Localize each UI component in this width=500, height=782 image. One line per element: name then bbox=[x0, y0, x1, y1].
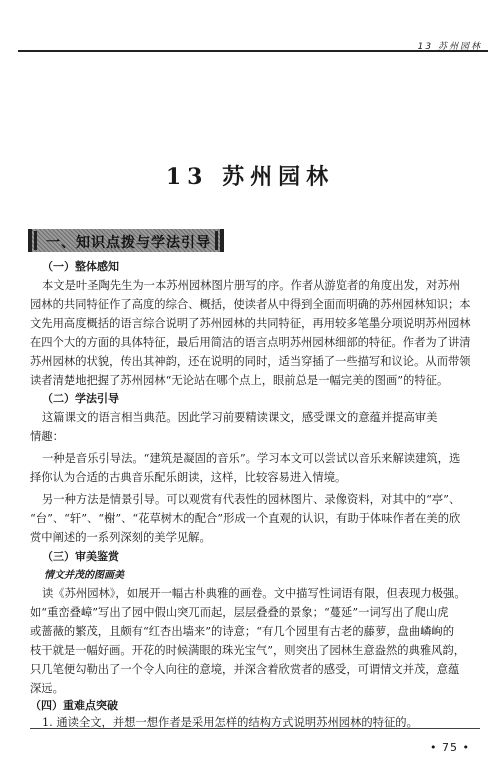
paragraph-line: 只几笔便勾勒出了一个令人向往的意境，并深含着欣赏者的感受，可谓情文并茂，意蕴 bbox=[30, 663, 460, 676]
page-number: • 75 • bbox=[430, 741, 470, 754]
paragraph-line: 赏中阐述的一系列深刻的美学见解。 bbox=[30, 531, 211, 544]
paragraph-line: 择你认为合适的古典音乐配乐朗读，这样，比较容易进入情境。 bbox=[30, 471, 347, 484]
paragraph-line: 或蔷薇的繁茂，且颇有“红杏出墙来”的诗意；“有几个园里有古老的藤萝，盘曲嶙峋的 bbox=[30, 625, 455, 638]
paragraph-line: 如“重峦叠嶂”写出了园中假山突兀而起，层层叠叠的景象；“蔓延”一词写出了爬山虎 bbox=[30, 606, 449, 619]
paragraph-line: 读《苏州园林》，如展开一幅古朴典雅的画卷。文中描写性词语有限，但表现力极强。 bbox=[42, 587, 466, 600]
subsection-heading: （二）学法引导 bbox=[42, 392, 119, 405]
banner-left-bar bbox=[34, 231, 37, 250]
subsection-heading: （三）审美鉴赏 bbox=[42, 550, 119, 563]
subsection-subheading: 情文并茂的图画美 bbox=[44, 570, 124, 581]
paragraph-line: 情趣： bbox=[30, 430, 64, 443]
paragraph-line: 读者清楚地把握了苏州园林“无论站在哪个点上，眼前总是一幅完美的图画”的特征。 bbox=[30, 374, 449, 387]
paragraph-line: 另一种方法是情景引导。可以观赏有代表性的园林图片、录像资料，对其中的“亭”、 bbox=[42, 493, 461, 506]
paragraph-line: 这篇课文的语言相当典范。因此学习前要精读课文，感受课文的意蕴并提高审美 bbox=[42, 411, 438, 424]
section-banner-label: 一、知识点拨与学法引导 bbox=[46, 235, 211, 251]
subsection-heading: （一）整体感知 bbox=[42, 260, 119, 273]
subsection-heading: （四）重难点突破 bbox=[30, 699, 118, 712]
paragraph-line: 本文是叶圣陶先生为一本苏州园林图片册写的序。作者从游览者的角度出发，对苏州 bbox=[42, 279, 460, 292]
paragraph-line: 枝干就是一幅好画。开花的时候满眼的珠光宝气”，则突出了园林生意盎然的典雅风韵， bbox=[30, 644, 466, 657]
paragraph-line: 苏州园林的状貌，传出其神韵，还在说明的同时，适当穿插了一些描写和议论。从而带领 bbox=[30, 355, 471, 368]
running-header: 13 苏州园林 bbox=[417, 42, 482, 52]
section-banner bbox=[28, 229, 224, 252]
paragraph-line: 园林的共同特征作了高度的综合、概括，使读者从中得到全面而明确的苏州园林知识；本 bbox=[30, 298, 471, 311]
banner-right-bar bbox=[215, 231, 218, 250]
paragraph-line: 文先用高度概括的语言综合说明了苏州园林的共同特征，再用较多笔墨分项说明苏州园林 bbox=[30, 317, 471, 330]
paragraph-line: 1. 通读全文，并想一想作者是采用怎样的结构方式说明苏州园林的特征的。 bbox=[42, 716, 418, 729]
paragraph-line: 在四个大的方面的具体特征，最后用简洁的语言点明苏州园林细部的特征。作者为了讲清 bbox=[30, 336, 471, 349]
paragraph-line: 一种是音乐引导法。“建筑是凝固的音乐”。学习本文可以尝试以音乐来解读建筑，选 bbox=[42, 452, 461, 465]
footer-rule bbox=[30, 728, 480, 729]
chapter-title: 13 苏州园林 bbox=[165, 164, 335, 190]
paragraph-line: 深远。 bbox=[30, 682, 64, 695]
paragraph-line: “台”、“轩”、“榭”、“花草树木的配合”形成一个直观的认识，有助于体味作者在美的欣 bbox=[30, 512, 461, 525]
